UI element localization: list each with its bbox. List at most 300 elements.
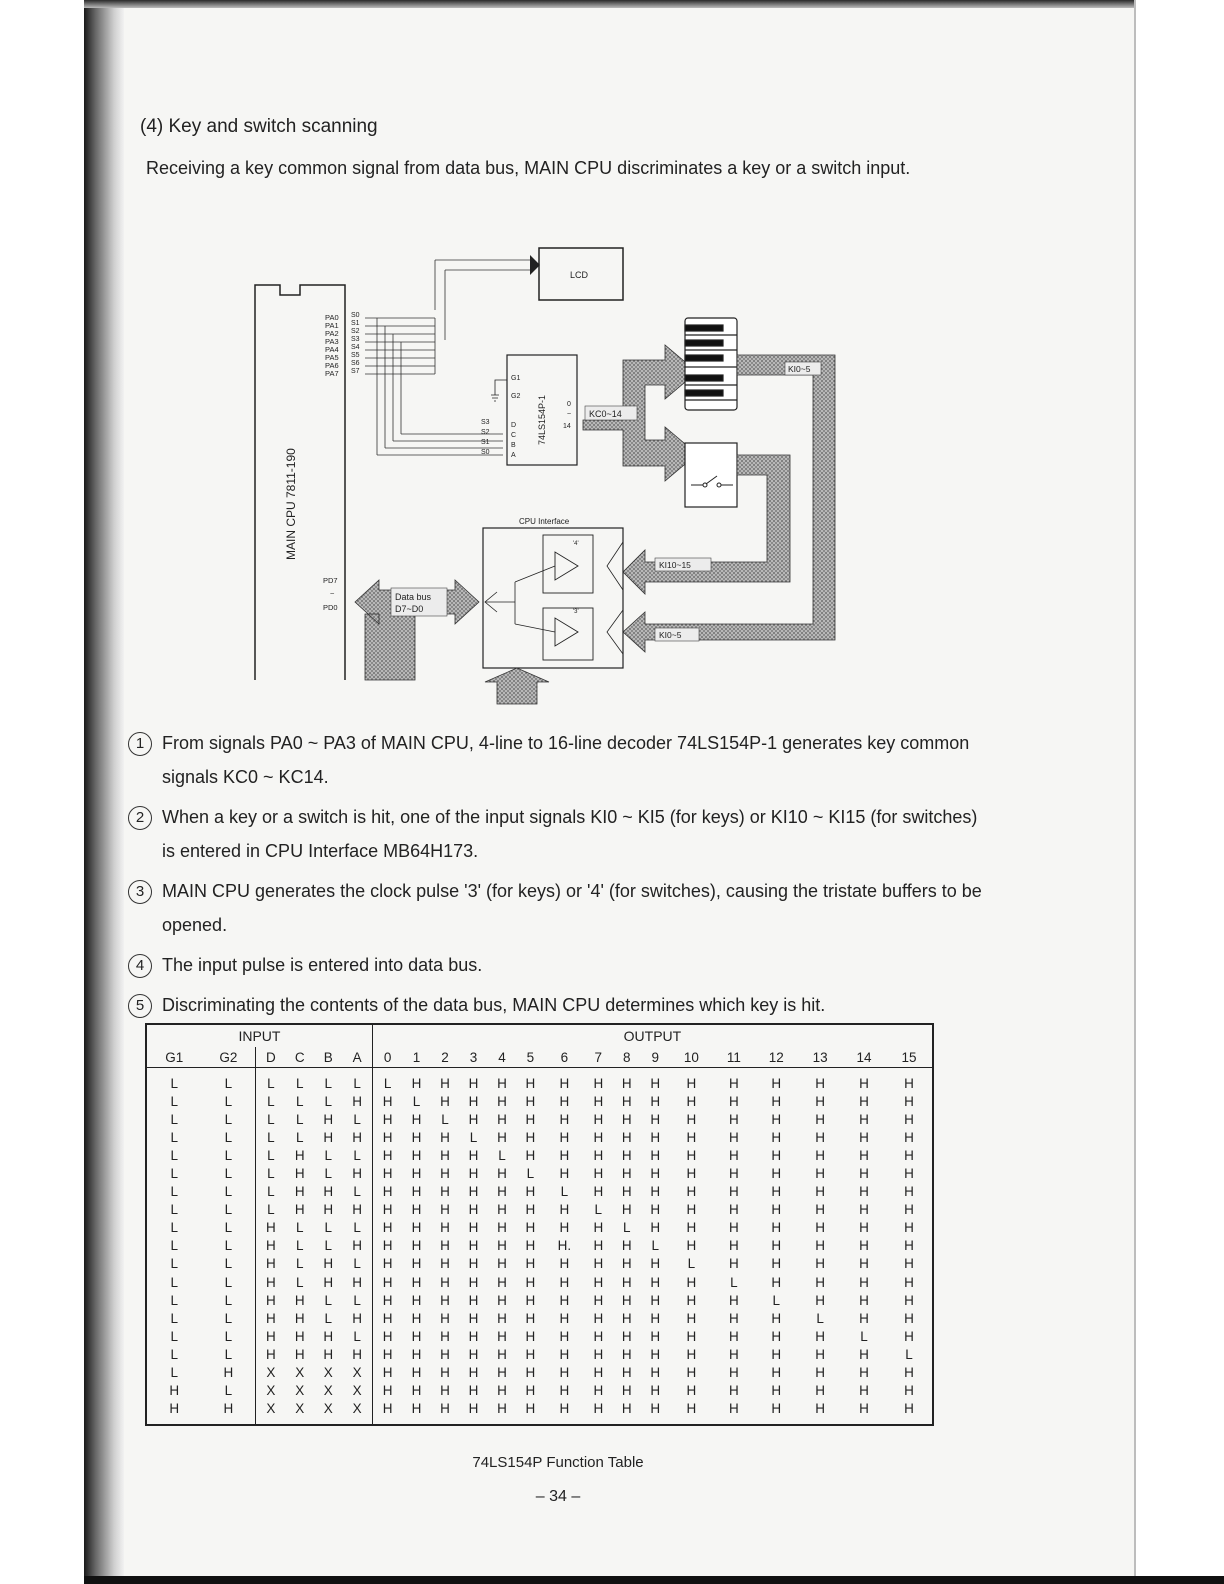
table-row [146, 1364, 933, 1382]
table-cell: H [686, 1129, 697, 1145]
table-cell: H [559, 1111, 570, 1127]
book-binding-shadow [84, 0, 124, 1584]
table-cell: H [686, 1328, 697, 1344]
column-header: C [286, 1047, 314, 1068]
table-cell: H [468, 1274, 479, 1290]
table-cell: H [559, 1274, 570, 1290]
table-cell: L [324, 1292, 332, 1308]
table-cell: H [468, 1401, 479, 1417]
table-cell: L [296, 1238, 304, 1254]
table-cell: H [342, 1345, 372, 1363]
pd-top-label: PD7 [323, 576, 338, 585]
table-cell: X [295, 1401, 305, 1417]
table-cell: H [468, 1365, 479, 1381]
table-cell: H [728, 1328, 739, 1344]
tristate-buffer-lower [555, 618, 578, 646]
table-cell: H [815, 1184, 825, 1200]
table-cell: H [859, 1075, 869, 1091]
table-cell: H [815, 1292, 825, 1308]
table-row [146, 1255, 933, 1273]
table-cell: L [170, 1310, 179, 1326]
table-cell: H [650, 1075, 661, 1091]
table-cell: H [686, 1166, 697, 1182]
table-cell: H [411, 1365, 422, 1381]
table-cell: H [859, 1184, 869, 1200]
table-cell: H [411, 1274, 422, 1290]
table-cell: H [411, 1328, 422, 1344]
table-cell: H [294, 1346, 305, 1362]
decoder-in-b: B [511, 442, 516, 449]
table-cell: H [859, 1166, 869, 1182]
table-row [146, 1219, 933, 1237]
table-cell: H [771, 1220, 782, 1236]
table-cell: H [650, 1166, 661, 1182]
s-signal-label: S7 [351, 368, 360, 375]
table-cell: H [411, 1166, 422, 1182]
keyboard-icon [685, 318, 737, 410]
table-cell: H [728, 1093, 739, 1109]
output-group-header: OUTPUT [623, 1028, 682, 1044]
column-header: 2 [431, 1047, 459, 1068]
table-cell: H [440, 1274, 450, 1290]
table-cell: H [904, 1184, 914, 1200]
table-cell: H [728, 1256, 739, 1272]
table-cell: H [440, 1075, 450, 1091]
table-cell: H [686, 1184, 697, 1200]
pd-bottom-label: PD0 [323, 603, 338, 612]
column-header: 15 [886, 1047, 933, 1068]
table-cell: H [593, 1274, 604, 1290]
table-cell: H [382, 1365, 393, 1381]
table-cell: L [296, 1093, 304, 1109]
table-cell: H [686, 1202, 697, 1218]
table-cell: H [559, 1166, 570, 1182]
table-cell: L [202, 1255, 256, 1273]
table-cell: L [469, 1129, 478, 1145]
table-cell: H [559, 1383, 570, 1399]
table-cell: H. [557, 1238, 572, 1254]
table-cell: H [686, 1274, 697, 1290]
switch-block [685, 443, 737, 507]
table-cell: L [170, 1075, 179, 1091]
table-cell: H [382, 1310, 393, 1326]
table-row [146, 1201, 933, 1219]
table-cell: H [202, 1400, 256, 1425]
step-text: Discriminating the contents of the data bus, MAIN CPU determines which key is hit. [162, 995, 826, 1015]
table-cell: L [170, 1166, 179, 1182]
table-cell: L [170, 1184, 179, 1200]
table-cell: H [904, 1328, 914, 1344]
step-number: 4 [128, 954, 152, 978]
table-cell: L [202, 1309, 256, 1327]
s-signal-label: S4 [351, 344, 360, 351]
table-caption [0, 1454, 1224, 1471]
table-cell: H [728, 1147, 739, 1163]
table-cell: H [728, 1346, 739, 1362]
table-cell: H [771, 1256, 782, 1272]
table-cell: H [559, 1346, 570, 1362]
table-cell: H [650, 1292, 661, 1308]
table-row [146, 1309, 933, 1327]
table-cell: H [468, 1166, 479, 1182]
table-cell: L [441, 1111, 449, 1127]
table-row [146, 1237, 933, 1255]
step-text: From signals PA0 ~ PA3 of MAIN CPU, 4-line to 16-line decoder 74LS154P-1 generates key common signals KC0 ~ KC14. [162, 733, 970, 787]
table-cell: H [468, 1202, 479, 1218]
table-cell: H [497, 1093, 507, 1109]
table-cell: X [266, 1401, 276, 1417]
table-cell: H [440, 1292, 450, 1308]
table-cell: H [815, 1129, 825, 1145]
table-cell: H [593, 1346, 604, 1362]
table-cell: H [382, 1328, 393, 1344]
tristate-buffer-upper [555, 552, 578, 580]
column-header: 1 [402, 1047, 430, 1068]
step-1 [128, 726, 988, 794]
table-cell: H [411, 1129, 422, 1145]
step-text: MAIN CPU generates the clock pulse '3' (for keys) or '4' (for switches), causing the tristate buffers to be opened. [162, 881, 982, 935]
table-cell: H [621, 1075, 632, 1091]
table-cell: H [815, 1202, 825, 1218]
table-cell: H [815, 1238, 825, 1254]
table-cell: H [904, 1166, 914, 1182]
table-cell: L [296, 1129, 304, 1145]
table-row [146, 1273, 933, 1291]
table-cell: H [859, 1256, 869, 1272]
s-signal-label: S6 [351, 360, 360, 367]
table-cell: H [342, 1164, 372, 1182]
table-cell: L [623, 1220, 631, 1236]
table-cell: H [559, 1292, 570, 1308]
table-cell: H [859, 1274, 869, 1290]
column-header: 8 [613, 1047, 641, 1068]
data-bus-line2: D7~D0 [395, 604, 424, 614]
table-cell: H [621, 1401, 632, 1417]
table-cell: X [323, 1401, 333, 1417]
kc-label: KC0~14 [589, 409, 622, 419]
table-cell: L [342, 1068, 372, 1093]
table-cell: H [771, 1365, 782, 1381]
table-cell: L [170, 1365, 179, 1381]
table-cell: H [904, 1093, 914, 1109]
table-cell: H [686, 1147, 697, 1163]
table-cell: H [525, 1310, 536, 1326]
table-cell: H [771, 1147, 782, 1163]
table-cell: H [728, 1401, 739, 1417]
table-cell: L [170, 1292, 179, 1308]
s-signal-label: S2 [351, 328, 360, 335]
table-cell: H [525, 1365, 536, 1381]
table-cell: H [621, 1256, 632, 1272]
table-cell: H [593, 1093, 604, 1109]
table-cell: H [323, 1184, 334, 1200]
table-cell: H [771, 1202, 782, 1218]
table-cell: H [650, 1365, 661, 1381]
table-cell: H [650, 1328, 661, 1344]
table-cell: H [815, 1346, 825, 1362]
table-cell: H [859, 1111, 869, 1127]
table-cell: H [265, 1220, 276, 1236]
steps-list [128, 726, 988, 1028]
table-cell: H [382, 1093, 393, 1109]
table-cell: L [772, 1292, 780, 1308]
table-cell: H [686, 1401, 697, 1417]
table-cell: H [859, 1383, 869, 1399]
table-cell: H [265, 1328, 276, 1344]
table-cell: H [593, 1292, 604, 1308]
table-cell: H [265, 1310, 276, 1326]
table-cell: H [468, 1184, 479, 1200]
table-cell: H [771, 1238, 782, 1254]
table-cell: H [525, 1147, 536, 1163]
cpu-interface-label: CPU Interface [519, 517, 570, 526]
table-cell: L [202, 1291, 256, 1309]
step-number: 3 [128, 880, 152, 904]
decoder-out-tilde: ~ [567, 411, 572, 418]
table-cell: H [650, 1401, 661, 1417]
table-cell: L [342, 1255, 372, 1273]
table-cell: H [621, 1383, 632, 1399]
table-cell: H [728, 1202, 739, 1218]
decoder-in-a: A [511, 452, 516, 459]
s-signal-label: S5 [351, 352, 360, 359]
table-cell: H [440, 1184, 450, 1200]
table-cell: H [593, 1328, 604, 1344]
table-cell: L [267, 1184, 275, 1200]
table-cell: H [497, 1166, 507, 1182]
cpu-interface-block [483, 528, 623, 668]
table-cell: H [411, 1111, 422, 1127]
table-cell: H [411, 1256, 422, 1272]
table-cell: H [411, 1292, 422, 1308]
table-cell: H [382, 1111, 393, 1127]
table-cell: L [342, 1146, 372, 1164]
table-cell: H [342, 1092, 372, 1110]
table-cell: H [650, 1256, 661, 1272]
table-cell: H [468, 1292, 479, 1308]
decoder-in-d: D [511, 422, 517, 429]
pa-pin-label: PA4 [325, 345, 339, 354]
table-cell: H [859, 1147, 869, 1163]
table-cell: L [816, 1310, 824, 1326]
table-cell: H [440, 1310, 450, 1326]
table-cell: H [323, 1202, 334, 1218]
table-cell: L [324, 1220, 332, 1236]
table-cell: H [771, 1129, 782, 1145]
table-cell: L [202, 1327, 256, 1345]
table-cell: H [497, 1238, 507, 1254]
table-cell: H [411, 1202, 422, 1218]
table-cell: H [342, 1309, 372, 1327]
table-cell: H [771, 1111, 782, 1127]
table-cell: H [815, 1365, 825, 1381]
table-cell: L [324, 1093, 332, 1109]
step-4 [128, 948, 988, 982]
table-cell: H [440, 1220, 450, 1236]
table-cell: H [411, 1383, 422, 1399]
table-cell: H [621, 1111, 632, 1127]
table-cell: H [859, 1310, 869, 1326]
table-cell: H [440, 1383, 450, 1399]
table-cell: H [382, 1202, 393, 1218]
table-cell: H [621, 1202, 632, 1218]
table-cell: H [650, 1346, 661, 1362]
table-cell: X [323, 1365, 333, 1381]
table-cell: H [593, 1238, 604, 1254]
table-cell: H [650, 1129, 661, 1145]
table-cell: H [525, 1346, 536, 1362]
table-cell: H [559, 1310, 570, 1326]
table-cell: H [815, 1256, 825, 1272]
step-number: 2 [128, 806, 152, 830]
page-number [0, 1488, 1224, 1506]
table-cell: H [904, 1202, 914, 1218]
key-scan-block-diagram [245, 240, 845, 710]
step-3 [128, 874, 988, 942]
table-cell: H [621, 1129, 632, 1145]
table-cell: H [728, 1111, 739, 1127]
table-cell: H [525, 1220, 536, 1236]
table-cell: H [771, 1274, 782, 1290]
table-cell: H [497, 1365, 507, 1381]
s-signal-label: S1 [351, 320, 360, 327]
table-cell: H [686, 1310, 697, 1326]
table-cell: H [904, 1256, 914, 1272]
table-row [146, 1164, 933, 1182]
table-row [146, 1382, 933, 1400]
table-cell: H [411, 1346, 422, 1362]
table-cell: L [170, 1147, 179, 1163]
column-header: 12 [754, 1047, 798, 1068]
table-cell: H [859, 1292, 869, 1308]
table-cell: H [525, 1238, 536, 1254]
scan-margin-left [0, 0, 84, 1584]
decoder-label: 74LS154P-1 [537, 394, 547, 445]
table-cell: H [771, 1166, 782, 1182]
data-bus-line1: Data bus [395, 592, 432, 602]
table-cell: H [323, 1346, 334, 1362]
table-cell: H [265, 1346, 276, 1362]
decoder-in-c: C [511, 432, 517, 439]
table-cell: H [468, 1310, 479, 1326]
table-cell: H [559, 1075, 570, 1091]
table-cell: H [621, 1184, 632, 1200]
column-header: 6 [545, 1047, 584, 1068]
table-cell: L [202, 1273, 256, 1291]
table-cell: H [728, 1220, 739, 1236]
table-cell: H [904, 1292, 914, 1308]
table-cell: H [382, 1401, 393, 1417]
table-cell: L [324, 1238, 332, 1254]
table-cell: H [411, 1075, 422, 1091]
table-cell: H [686, 1383, 697, 1399]
table-cell: L [296, 1075, 304, 1091]
table-cell: H [265, 1256, 276, 1272]
column-header: 14 [842, 1047, 886, 1068]
table-cell: L [202, 1345, 256, 1363]
table-cell: X [295, 1365, 305, 1381]
table-cell: L [267, 1093, 275, 1109]
table-cell: H [497, 1328, 507, 1344]
pa-pin-label: PA5 [325, 353, 339, 362]
table-cell: H [497, 1310, 507, 1326]
table-cell: H [525, 1256, 536, 1272]
pa-pin-label: PA1 [325, 321, 339, 330]
table-cell: H [497, 1202, 507, 1218]
table-cell: X [342, 1382, 372, 1400]
table-cell: H [265, 1292, 276, 1308]
table-cell: H [323, 1274, 334, 1290]
table-cell: L [202, 1068, 256, 1093]
table-cell: H [621, 1365, 632, 1381]
table-cell: H [815, 1383, 825, 1399]
pa-pin-label: PA0 [325, 313, 339, 322]
table-cell: H [497, 1075, 507, 1091]
lcd-label: LCD [570, 270, 589, 280]
table-cell: L [296, 1274, 304, 1290]
table-cell: H [294, 1147, 305, 1163]
table-cell: H [382, 1129, 393, 1145]
table-cell: L [267, 1129, 275, 1145]
table-cell: H [815, 1147, 825, 1163]
column-header: B [314, 1047, 342, 1068]
table-cell: X [342, 1400, 372, 1425]
table-cell: H [593, 1310, 604, 1326]
table-cell: H [593, 1365, 604, 1381]
section-heading: (4) Key and switch scanning [140, 116, 378, 137]
table-cell: H [728, 1166, 739, 1182]
table-cell: H [525, 1202, 536, 1218]
table-cell: H [411, 1220, 422, 1236]
table-cell: H [294, 1166, 305, 1182]
table-cell: L [594, 1202, 603, 1218]
table-cell: H [559, 1365, 570, 1381]
table-cell: H [265, 1274, 276, 1290]
column-header: 13 [798, 1047, 842, 1068]
pa-pin-label: PA2 [325, 329, 339, 338]
table-cell: H [593, 1220, 604, 1236]
table-cell: H [593, 1147, 604, 1163]
table-cell: L [170, 1256, 179, 1272]
table-cell: H [411, 1184, 422, 1200]
table-cell: H [323, 1256, 334, 1272]
table-cell: H [525, 1401, 536, 1417]
table-cell: H [728, 1310, 739, 1326]
step-text: The input pulse is entered into data bus. [162, 955, 483, 975]
table-cell: H [265, 1238, 276, 1254]
table-cell: H [382, 1147, 393, 1163]
table-cell: H [382, 1346, 393, 1362]
pd-mid-label: ~ [330, 589, 335, 598]
table-cell: L [860, 1328, 868, 1344]
table-cell: H [686, 1220, 697, 1236]
table-cell: H [771, 1401, 782, 1417]
table-cell: H [686, 1365, 697, 1381]
table-cell: H [815, 1075, 825, 1091]
table-cell: H [202, 1364, 256, 1382]
table-cell: H [525, 1093, 536, 1109]
decoder-sig-s1: S1 [481, 439, 490, 446]
table-cell: H [621, 1310, 632, 1326]
table-cell: H [859, 1202, 869, 1218]
table-cell: H [497, 1220, 507, 1236]
table-cell: H [815, 1093, 825, 1109]
table-cell: H [904, 1401, 914, 1417]
table-cell: H [728, 1383, 739, 1399]
table-cell: H [323, 1328, 334, 1344]
table-cell: H [650, 1383, 661, 1399]
s-signal-label: S3 [351, 336, 360, 343]
